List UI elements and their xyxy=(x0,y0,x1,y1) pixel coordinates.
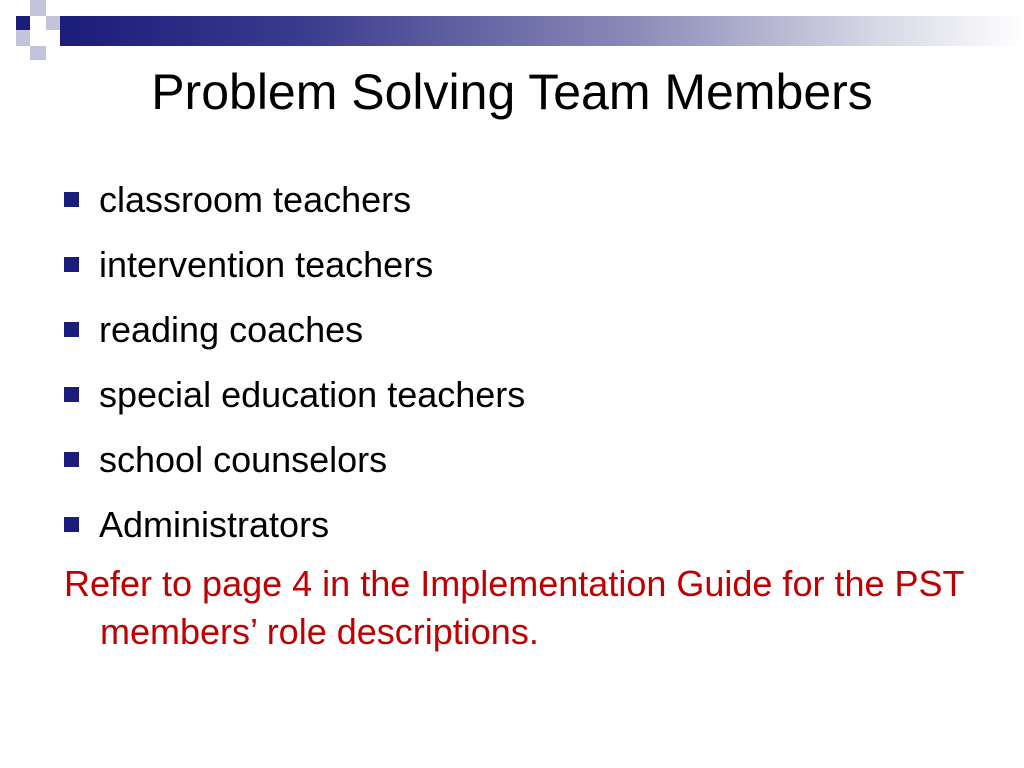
square-bullet-icon xyxy=(64,517,79,532)
decorative-square xyxy=(16,30,30,46)
bullet-item xyxy=(64,232,984,297)
decorative-square xyxy=(30,46,46,60)
decorative-square xyxy=(46,16,60,30)
bullet-text: special education teachers xyxy=(99,373,526,415)
bullet-text: reading coaches xyxy=(99,308,364,350)
bullet-text: Administrators xyxy=(99,503,330,545)
square-bullet-icon xyxy=(64,322,79,337)
bullet-text: school counselors xyxy=(99,438,388,480)
header-gradient-bar xyxy=(60,16,1024,46)
bullet-item xyxy=(64,167,984,232)
bullet-item xyxy=(64,297,984,362)
decorative-square xyxy=(16,16,30,30)
bullet-text: classroom teachers xyxy=(99,178,412,220)
decorative-square xyxy=(30,0,46,16)
square-bullet-icon xyxy=(64,387,79,402)
bullet-item xyxy=(64,427,984,492)
square-bullet-icon xyxy=(64,192,79,207)
decorative-square xyxy=(0,0,16,16)
square-bullet-icon xyxy=(64,452,79,467)
bullet-text: intervention teachers xyxy=(99,243,434,285)
bullet-item xyxy=(64,492,984,557)
slide-title: Problem Solving Team Members xyxy=(151,64,873,120)
reference-note: Refer to page 4 in the Implementation Guide for the PST members’ role descriptions. xyxy=(64,563,964,652)
bullet-item xyxy=(64,362,984,427)
square-bullet-icon xyxy=(64,257,79,272)
bullet-list xyxy=(64,167,984,557)
